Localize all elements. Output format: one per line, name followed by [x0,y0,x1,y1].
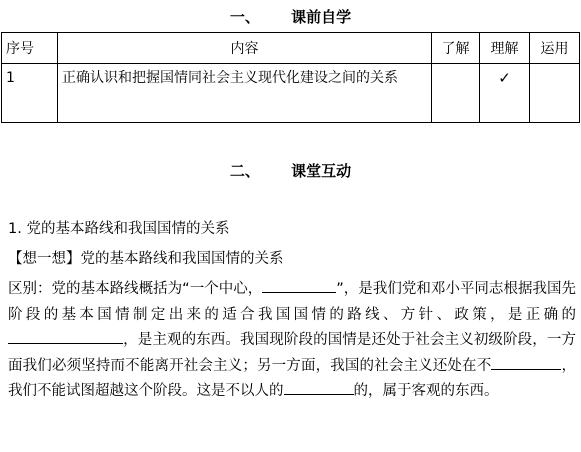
row-seq: 1 [2,64,58,123]
paragraph-text-1: 区别：党的基本路线概括为“一个中心， [8,281,263,297]
know-cell[interactable] [432,64,480,123]
header-seq: 序号 [2,33,58,64]
table-row [2,64,580,123]
paragraph-text-2: ”，是我们党和邓小平同志根据我国先阶段的基本国情制定出来的适合我国国情的路线、方针、政策，是正确的 [8,281,576,323]
header-content: 内容 [58,33,432,64]
row-content: 正确认识和把握国情同社会主义现代化建设之间的关系 [58,64,432,123]
header-apply: 运用 [530,33,580,64]
apply-cell[interactable] [530,64,580,123]
section-number: 一、 [229,8,260,26]
fill-blank-2[interactable] [8,328,123,344]
item-title: 1. 党的基本路线和我国国情的关系 [8,221,230,237]
table-header-row [2,33,580,64]
section-heading-class-interaction [0,160,581,181]
paragraph-text-5: 的，属于客观的东西。 [353,383,499,399]
fill-in-paragraph [8,277,576,405]
understand-checkmark-cell[interactable]: ✓ [480,64,530,123]
section-title: 课前自学 [291,8,352,26]
self-study-table [1,32,580,123]
section-number: 二、 [229,162,260,180]
think-label: 【想一想】党的基本路线和我国国情的关系 [8,251,284,267]
fill-blank-3[interactable] [491,354,561,370]
section-title: 课堂互动 [291,162,352,180]
fill-blank-4[interactable] [284,379,354,395]
header-know: 了解 [432,33,480,64]
header-understand: 理解 [480,33,530,64]
fill-blank-1[interactable] [262,277,336,293]
paragraph-text-3: ，是主观的东西。我国现阶段的国情是还处于社会主义初级阶段，一方面我们必须坚持而不能离开社会主义；另一方面，我国的社会主义还处在不 [8,332,576,374]
paragraph-text-4: ，我们不能试图超越这个阶段。这是不以人的 [8,357,577,399]
section-heading-pre-study [0,6,581,27]
